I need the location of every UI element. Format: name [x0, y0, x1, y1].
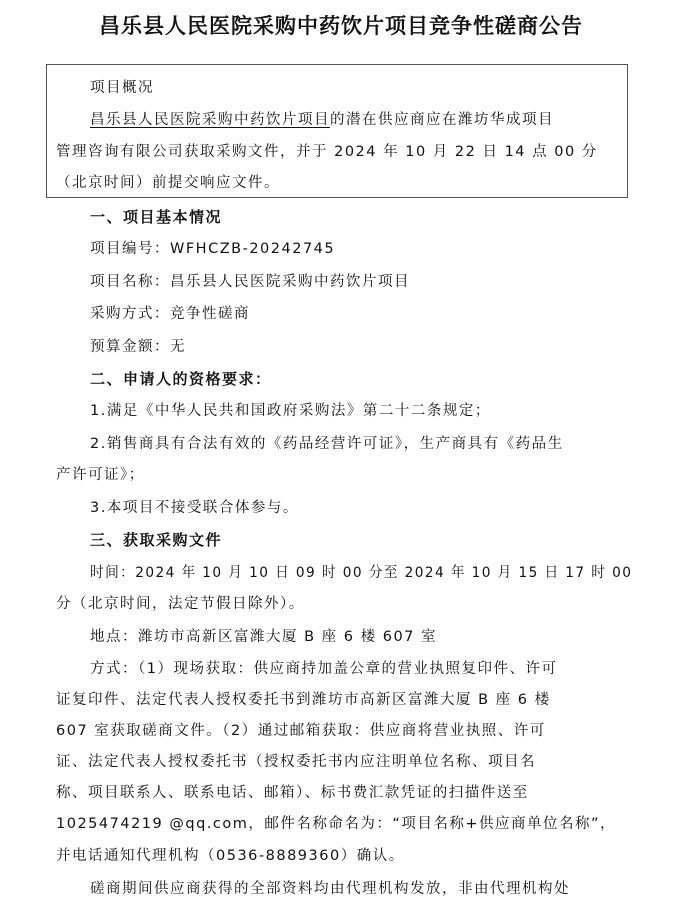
acquisition-time-cont: 分（北京时间，法定节假日除外）。 [56, 596, 305, 612]
qualification-item-3: 3.本项目不接受联合体参与。 [90, 500, 299, 516]
overview-line-1 [90, 110, 554, 130]
acquisition-time: 时间：2024 年 10 月 10 日 09 时 00 分至 2024 年 10 月 15 日 17 时 00 [90, 565, 633, 581]
procurement-method: 采购方式：竞争性磋商 [90, 306, 250, 322]
project-name: 项目名称：昌乐县人民医院采购中药饮片项目 [90, 274, 410, 290]
acquisition-method-line: 方式：（1）现场获取：供应商持加盖公章的营业执照复印件、许可 [90, 661, 558, 677]
overview-line-2: 管理咨询有限公司获取采购文件，并于 2024 年 10 月 22 日 14 点 00 分 [56, 144, 598, 160]
acquisition-method-line: 并电话通知代理机构（0536-8889360）确认。 [56, 848, 405, 864]
negotiation-note: 磋商期间供应商获得的全部资料均由代理机构发放，非由代理机构处 [90, 881, 570, 897]
acquisition-method-line: 证、法定代表人授权委托书（授权委托书内应注明单位名称、项目名 [56, 754, 536, 770]
acquisition-method-line: 607 室获取磋商文件。（2）通过邮箱获取：供应商将营业执照、许可 [56, 723, 546, 739]
document-title: 昌乐县人民医院采购中药饮片项目竞争性磋商公告 [99, 13, 583, 38]
budget-amount: 预算金额：无 [90, 339, 186, 355]
qualification-item-2: 2.销售商具有合法有效的《药品经营许可证》，生产商具有《药品生 [90, 436, 564, 452]
overview-line-3: （北京时间）前提交响应文件。 [56, 175, 280, 191]
overview-heading: 项目概况 [90, 80, 154, 96]
section-2-heading: 二、申请人的资格要求： [90, 370, 272, 388]
project-number: 项目编号：WFHCZB-20242745 [90, 241, 336, 257]
acquisition-method-line: 证复印件、法定代表人授权委托书到潍坊市高新区富潍大厦 B 座 6 楼 [56, 692, 551, 708]
acquisition-location: 地点：潍坊市高新区富潍大厦 B 座 6 楼 607 室 [90, 629, 438, 645]
section-1-heading: 一、项目基本情况 [90, 208, 223, 226]
qualification-item-2-cont: 产许可证》； [56, 467, 145, 483]
acquisition-method-line: 称、项目联系人、联系电话、邮箱）、标书费汇款凭证的扫描件送至 [56, 785, 529, 801]
acquisition-method-line: 1025474219 @qq.com，邮件名称命名为：“项目名称+供应商单位名称”， [56, 816, 617, 832]
overview-line-1-rest: 的潜在供应商应在潍坊华成项目 [330, 112, 554, 128]
qualification-item-1: 1.满足《中华人民共和国政府采购法》第二十二条规定； [90, 403, 491, 419]
overview-project-name: 昌乐县人民医院采购中药饮片项目 [90, 112, 330, 128]
section-3-heading: 三、获取采购文件 [90, 531, 223, 549]
